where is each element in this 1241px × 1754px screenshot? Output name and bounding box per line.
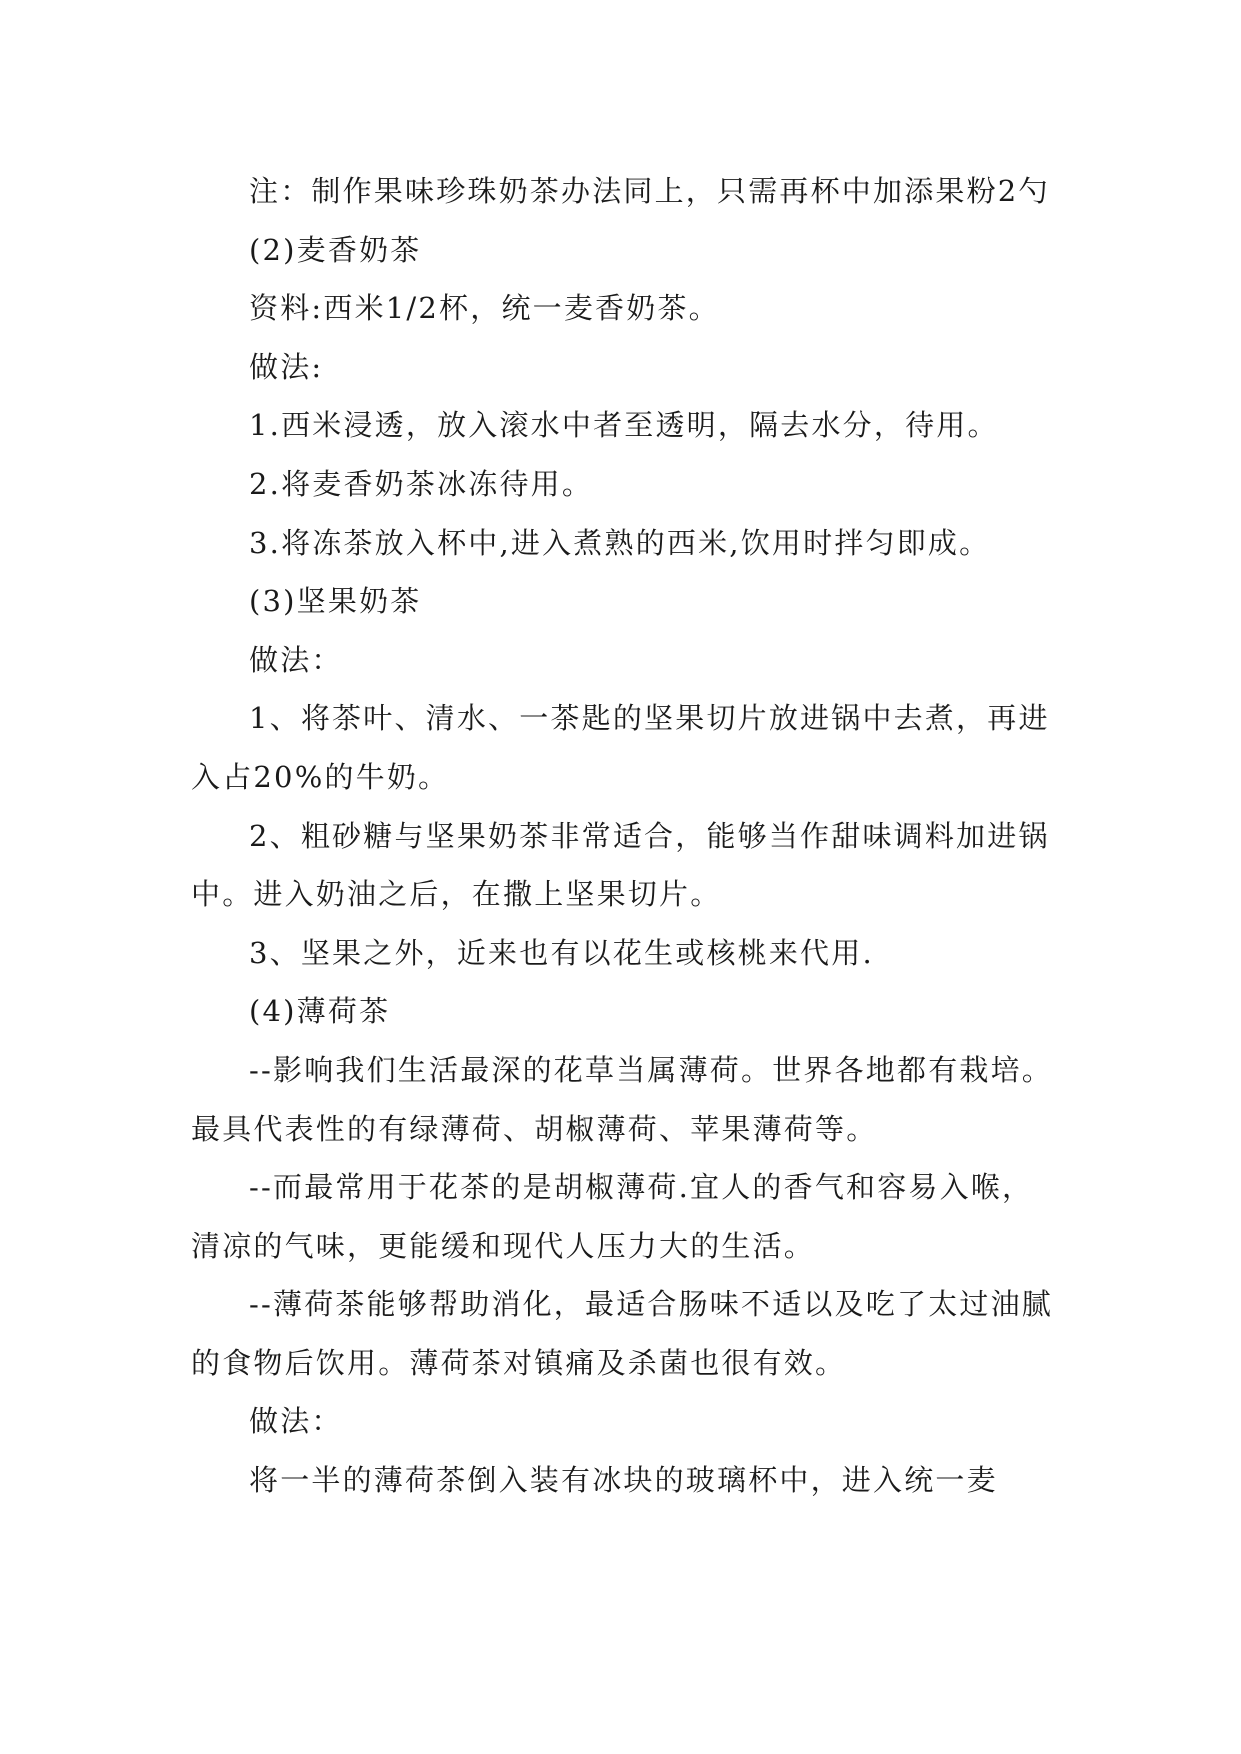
paragraph: 做法：	[249, 1404, 343, 1439]
section-heading: (4)薄荷茶	[249, 994, 391, 1029]
paragraph: 将一半的薄荷茶倒入装有冰块的玻璃杯中，进入统一麦	[249, 1463, 998, 1498]
list-item: 2.将麦香奶茶冰冻待用。	[249, 466, 594, 501]
paragraph: 做法：	[249, 642, 343, 677]
paragraph: 做法:	[249, 349, 324, 384]
list-item: 3、坚果之外，近来也有以花生或核桃来代用.	[249, 935, 874, 970]
paragraph: 注：制作果味珍珠奶茶办法同上，只需再杯中加添果粉2勺	[249, 174, 1050, 208]
section-heading: (2)麦香奶茶	[249, 232, 422, 267]
list-item: 2、粗砂糖与坚果奶茶非常适合，能够当作甜味调料加进锅中。进入奶油之后，在撒上坚果切片。	[191, 818, 1050, 912]
paragraph: --而最常用于花茶的是胡椒薄荷.宜人的香气和容易入喉，清凉的气味，更能缓和现代人压力大的生活。	[191, 1170, 1034, 1263]
list-item: 3.将冻茶放入杯中,进入煮熟的西米,饮用时拌匀即成。	[249, 525, 991, 560]
paragraph: --薄荷茶能够帮助消化，最适合肠味不适以及吃了太过油腻的食物后饮用。薄荷茶对镇痛及杀菌也很有效。	[191, 1287, 1053, 1380]
paragraph: --影响我们生活最深的花草当属薄荷。世界各地都有栽培。最具代表性的有绿薄荷、胡椒薄荷、苹果薄荷等。	[191, 1052, 1053, 1146]
list-item: 1.西米浸透，放入滚水中者至透明，隔去水分，待用。	[249, 408, 999, 443]
section-heading: (3)坚果奶茶	[249, 584, 422, 619]
list-item: 1、将茶叶、清水、一茶匙的坚果切片放进锅中去煮，再进入占20%的牛奶。	[191, 701, 1050, 794]
document-body	[191, 162, 1061, 1510]
paragraph: 资料:西米1/2杯，统一麦香奶茶。	[249, 291, 720, 326]
